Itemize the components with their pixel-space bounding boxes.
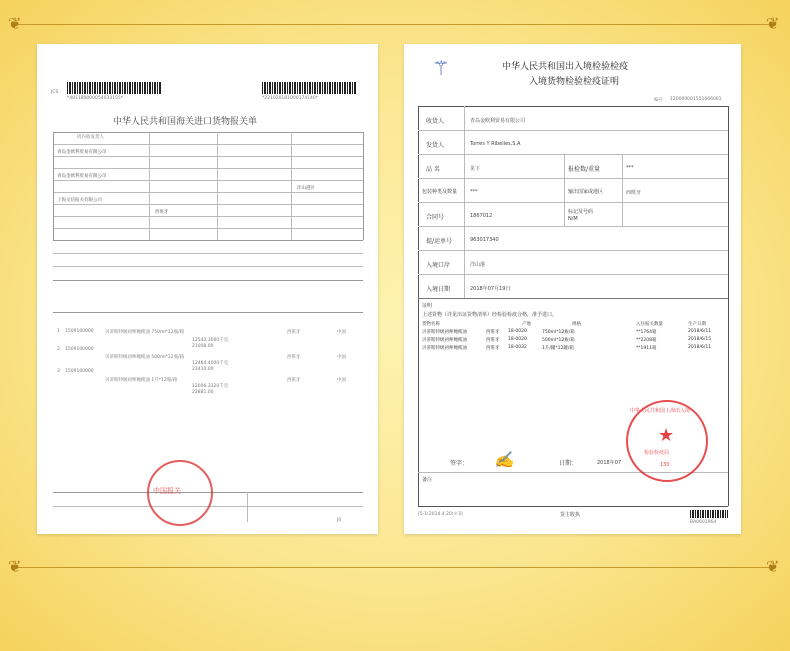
goods-1-origin: 西班牙: [486, 330, 500, 335]
line-1-dest: 中国: [337, 330, 346, 335]
sign-label: 签字：: [450, 460, 469, 467]
goods-3-name: 贝蒂斯特级初榨橄榄油: [422, 346, 467, 351]
remarks-label: 备注: [422, 477, 433, 483]
line-2-desc: 贝蒂斯特级初榨橄榄油 500ml*12瓶/箱: [105, 355, 185, 360]
table-border: [53, 132, 363, 133]
goods-3-spec: 1升/罐*12罐/箱: [542, 346, 574, 351]
goods-3-qty: **1911箱: [636, 346, 657, 351]
table-line: [464, 106, 465, 298]
goods-3-batch: 18-0032: [508, 345, 527, 350]
goods-header-qty: 入住报关数量: [636, 322, 663, 327]
bottom-border-line: [14, 567, 776, 568]
goods-2-name: 贝蒂斯特级初榨橄榄油: [422, 338, 467, 343]
table-line: [53, 228, 363, 229]
table-line: [418, 298, 728, 299]
goods-header-date: 生产日期: [688, 322, 706, 327]
goods-3-date: 2018/6/11: [688, 345, 712, 350]
goods-3-origin: 西班牙: [486, 346, 500, 351]
line-1-qty: 12542.3000千克: [192, 338, 229, 343]
product-label: 品 名: [426, 166, 440, 173]
qty-value: ***: [626, 165, 634, 171]
goods-header-origin: 产地: [522, 322, 531, 327]
line-1-code: 1509100000: [65, 329, 94, 334]
table-border: [53, 312, 363, 313]
line-2-dest: 中国: [337, 355, 346, 360]
serial-label: 编号: [654, 98, 663, 103]
goods-2-origin: 西班牙: [486, 338, 500, 343]
origin-label: 输出国家或地区: [568, 189, 604, 195]
stamp-sub: 检验检疫局: [644, 450, 670, 456]
barcode-left: [67, 82, 162, 94]
goods-header-name: 货物名称: [422, 322, 440, 327]
contract-value: 1867012: [470, 213, 493, 219]
product-value: 见下: [470, 166, 481, 172]
footer-mark: J0: [337, 518, 342, 523]
table-line: [247, 492, 248, 522]
shipper-label: 发货人: [426, 142, 445, 149]
barcode-right: [262, 82, 357, 94]
ornament-icon: ❦: [8, 557, 22, 576]
goods-header-spec: 规格: [572, 322, 581, 327]
consignee-label: 境内收发货人: [77, 135, 104, 140]
consignee-value: 青岛金欧利贸易有限公司: [470, 118, 526, 124]
table-line: [149, 132, 150, 240]
line-3-no: 3: [57, 369, 60, 374]
port-value: 洋山港区: [297, 186, 315, 191]
line-3-amount: 22881.00: [192, 390, 214, 395]
table-line: [291, 132, 292, 240]
date-label: 入境日期: [426, 286, 451, 293]
table-border: [53, 280, 363, 281]
line-3-qty: 12006.3320千克: [192, 384, 229, 389]
line-3-code: 1509100000: [65, 369, 94, 374]
table-line: [53, 266, 363, 267]
table-border: [418, 506, 728, 507]
signature-icon: ✍: [494, 450, 514, 469]
goods-2-spec: 500ml*12瓶/箱: [542, 338, 575, 343]
footer-barcode: [690, 510, 728, 518]
ciq-emblem-icon: ⚚: [432, 56, 450, 80]
line-2-amount: 23410.00: [192, 367, 214, 372]
table-border: [418, 106, 419, 506]
table-line: [564, 154, 565, 226]
line-1-country: 西班牙: [287, 330, 301, 335]
country-value: 西班牙: [155, 210, 169, 215]
ornament-icon: ❦: [8, 14, 22, 33]
table-border: [363, 132, 364, 240]
line-1-no: 1: [57, 329, 60, 334]
corner-mark: JCS: [51, 90, 59, 95]
mark-value: N/M: [568, 216, 578, 222]
mark-label: 标记及号码: [568, 209, 594, 215]
goods-1-name: 贝蒂斯特级初榨橄榄油: [422, 330, 467, 335]
table-line: [53, 156, 363, 157]
stamp-num: 130: [660, 462, 670, 468]
footer-left: [5-1(2014.4.20)＊3]: [418, 512, 463, 517]
footer-code: BA0601964: [690, 520, 717, 525]
sign-date: 2018年07: [597, 460, 622, 466]
cert-label: 证明: [422, 303, 433, 309]
org-title: 中华人民共和国出入境检验检疫: [502, 62, 629, 72]
pack-value: ***: [470, 189, 478, 195]
line-3-country: 西班牙: [287, 378, 301, 383]
shipper-value: Torres Y Ribelles,S.A: [470, 141, 521, 147]
serial-no: 120000001551666001: [670, 97, 722, 102]
stamp-star-icon: ★: [658, 425, 675, 446]
table-border: [53, 132, 54, 240]
ornament-icon: ❦: [766, 14, 780, 33]
inspection-certificate: [404, 44, 741, 534]
bl-value: 963017340: [470, 237, 499, 243]
line-3-dest: 中国: [337, 378, 346, 383]
line-2-code: 1509100000: [65, 347, 94, 352]
line-3-desc: 贝蒂斯特级初榨橄榄油 1升*12瓶/箱: [105, 378, 178, 383]
contract-label: 合同号: [426, 214, 445, 221]
goods-1-spec: 750ml*12瓶/箱: [542, 330, 575, 335]
table-line: [53, 180, 363, 181]
consignee-name: 青岛金欧利贸易有限公司: [57, 150, 107, 155]
table-line: [53, 144, 363, 145]
table-line: [53, 168, 363, 169]
table-line: [53, 204, 363, 205]
goods-2-qty: **2208箱: [636, 338, 657, 343]
footer-center: 货主收执: [560, 512, 581, 518]
cert-text: 上述货物（详见出证货物清单）经检验检疫合格，准予进口。: [422, 312, 558, 318]
table-line: [53, 192, 363, 193]
table-line: [217, 132, 218, 240]
port-value: 洋山港: [470, 262, 486, 268]
table-border: [53, 240, 363, 241]
consignee-label: 收货人: [426, 118, 445, 125]
declarant-name: 上海文信报关有限公司: [57, 198, 102, 203]
bl-label: 提/运单号: [426, 238, 453, 245]
origin-value: 西班牙: [626, 190, 642, 196]
line-2-country: 西班牙: [287, 355, 301, 360]
port-label: 入境口岸: [426, 262, 451, 269]
customs-stamp-text: 中国报关: [153, 487, 181, 495]
line-2-qty: 12464.4000千克: [192, 361, 229, 366]
line-1-amount: 21008.00: [192, 344, 214, 349]
barcode-left-text: *481189000054033155*: [67, 96, 124, 101]
goods-1-batch: 18-0020: [508, 329, 527, 334]
buyer-name: 青岛金欧利贸易有限公司: [57, 174, 107, 179]
barcode-right-text: *221020181000174140*: [262, 96, 319, 101]
ornament-icon: ❦: [766, 557, 780, 576]
top-border-line: [14, 24, 776, 25]
date-value: 2018年07月19日: [470, 286, 511, 292]
goods-2-batch: 18-0020: [508, 337, 527, 342]
cert-title: 入境货物检验检疫证明: [529, 77, 620, 87]
table-line: [53, 216, 363, 217]
customs-declaration-form: [37, 44, 378, 534]
pack-label: 包装种类及数量: [422, 189, 458, 195]
sign-date-label: 日期：: [559, 460, 578, 467]
line-1-desc: 贝蒂斯特级初榨橄榄油 750ml*12瓶/箱: [105, 330, 185, 335]
table-line: [622, 154, 623, 226]
goods-1-qty: **1764箱: [636, 330, 657, 335]
goods-2-date: 2018/6/15: [688, 337, 712, 342]
qty-label: 报检数/重量: [568, 166, 601, 173]
table-line: [53, 253, 363, 254]
line-2-no: 2: [57, 347, 60, 352]
declaration-title: 中华人民共和国海关进口货物报关单: [113, 117, 258, 127]
stamp-text: 中华人民共和国上海出入境: [630, 408, 691, 414]
goods-1-date: 2018/6/11: [688, 329, 712, 334]
table-border: [728, 106, 729, 506]
